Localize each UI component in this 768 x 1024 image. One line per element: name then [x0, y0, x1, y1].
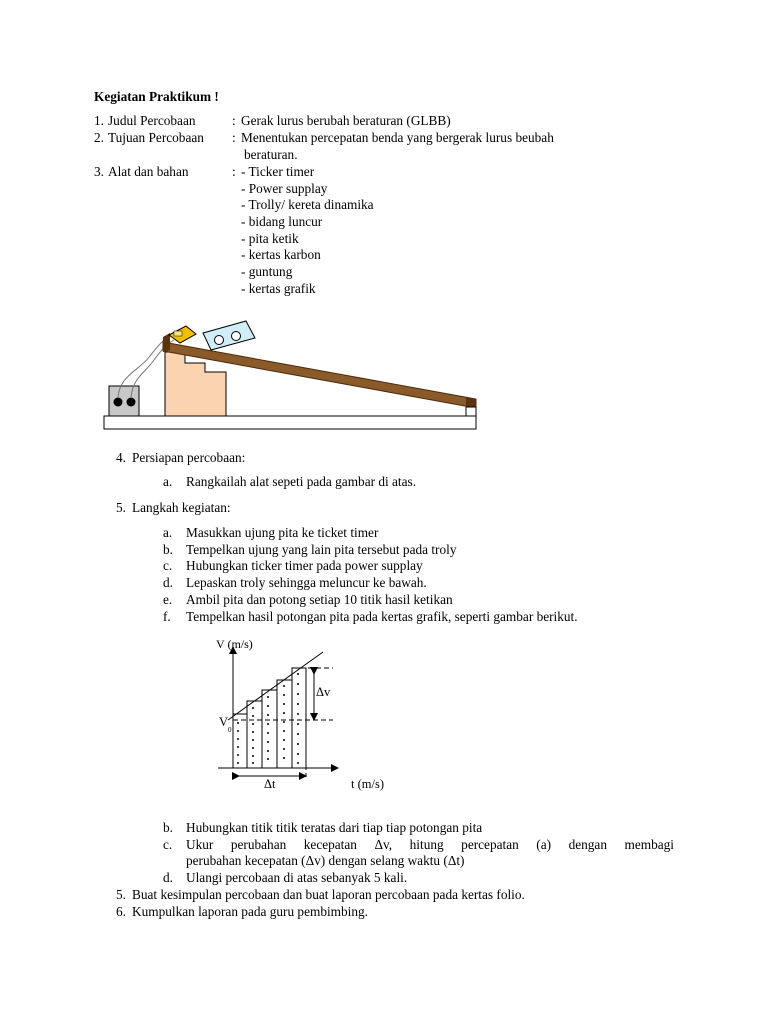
section-title: Langkah kegiatan: [132, 500, 231, 515]
section-separator: : [232, 130, 236, 145]
section-number: 5. [116, 500, 126, 515]
list-item: Hubungkan titik titik teratas dari tiap tiap potongan pita [186, 820, 483, 835]
section-number: 4. [116, 450, 126, 465]
section-number: 5. [116, 887, 126, 902]
list-item: Ukur perubahan kecepatan Δv, hitung percepatan (a) dengan membagi [186, 837, 674, 852]
page-heading: Kegiatan Praktikum ! [94, 89, 219, 104]
list-letter: e. [163, 592, 173, 607]
tape-strip [262, 690, 277, 768]
section-number: 3. [94, 164, 104, 179]
section-number: 1. [94, 113, 104, 128]
section-label: Alat dan bahan [108, 164, 189, 179]
list-letter: a. [163, 474, 173, 489]
list-item: Lepaskan troly sehingga meluncur ke bawah. [186, 575, 427, 590]
list-letter: f. [163, 609, 171, 624]
v0-subscript: 0 [228, 726, 232, 734]
tape-strip [233, 714, 247, 768]
material-item: - Power supplay [241, 181, 328, 196]
list-item: Tempelkan hasil potongan pita pada kertas grafik, seperti gambar berikut. [186, 609, 578, 624]
material-item: - bidang luncur [241, 214, 323, 229]
list-item: Buat kesimpulan percobaan dan buat laporan percobaan pada kertas folio. [132, 887, 525, 902]
y-axis-label: V (m/s) [216, 637, 253, 651]
x-axis-label: t (m/s) [351, 777, 384, 791]
tape-strip [292, 668, 306, 768]
material-item: - Ticker timer [241, 164, 315, 179]
apparatus-illustration [0, 0, 768, 440]
section-title: Persiapan percobaan: [132, 450, 246, 465]
list-item: Masukkan ujung pita ke ticket timer [186, 525, 379, 540]
section-label: Judul Percobaan [108, 113, 196, 128]
section-value-continued: beraturan. [244, 147, 298, 162]
section-separator: : [232, 113, 236, 128]
list-item: Ulangi percobaan di atas sebanyak 5 kali. [186, 870, 408, 885]
material-item: - pita ketik [241, 231, 299, 246]
material-item: - guntung [241, 264, 293, 279]
list-item: Ambil pita dan potong setiap 10 titik hasil ketikan [186, 592, 453, 607]
list-letter: d. [163, 575, 173, 590]
section-value: Gerak lurus berubah beraturan (GLBB) [241, 113, 451, 128]
list-item: Hubungkan ticker timer pada power supplay [186, 558, 423, 573]
section-separator: : [232, 164, 236, 179]
power-supply-icon [109, 386, 139, 416]
delta-t-label: Δt [264, 777, 276, 791]
list-item: Kumpulkan laporan pada guru pembimbing. [132, 904, 368, 919]
section-number: 2. [94, 130, 104, 145]
list-item: Rangkailah alat sepeti pada gambar di atas. [186, 474, 417, 489]
list-letter: d. [163, 870, 173, 885]
tape-strip [277, 680, 292, 768]
material-item: - kertas grafik [241, 281, 316, 296]
list-item: Tempelkan ujung yang lain pita tersebut pada troly [186, 542, 457, 557]
v0-label: V [219, 715, 229, 729]
section-value: Menentukan percepatan benda yang bergerak lurus beubah [241, 130, 554, 145]
list-letter: b. [163, 820, 173, 835]
support-block [165, 352, 226, 416]
section-label: Tujuan Percobaan [108, 130, 204, 145]
list-letter: c. [163, 837, 173, 852]
list-item-continued: perubahan kecepatan (Δv) dengan selang waktu (Δt) [186, 853, 465, 868]
tape-strips [233, 668, 306, 768]
base-board [104, 416, 476, 429]
trolley-icon [203, 321, 255, 350]
material-item: - Trolly/ kereta dinamika [241, 197, 374, 212]
list-letter: a. [163, 525, 173, 540]
material-item: - kertas karbon [241, 247, 321, 262]
section-number: 6. [116, 904, 126, 919]
velocity-time-graph [0, 630, 768, 800]
delta-v-label: Δv [316, 685, 331, 699]
tape-strip [247, 701, 262, 768]
list-letter: c. [163, 558, 173, 573]
list-letter: b. [163, 542, 173, 557]
